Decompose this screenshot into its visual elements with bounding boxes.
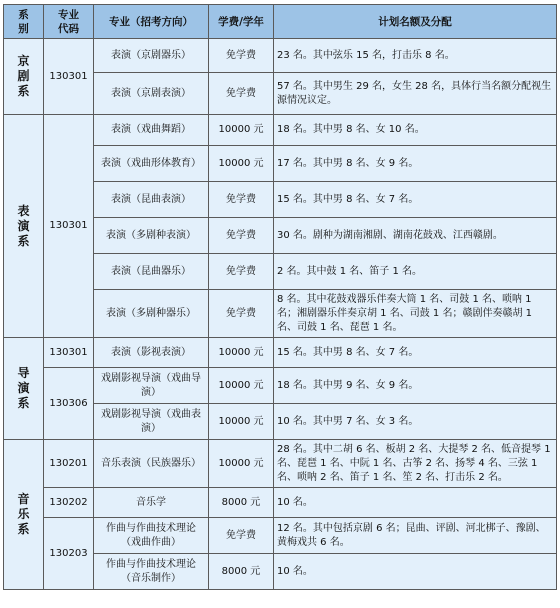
- plan-cell: 10 名。: [274, 554, 557, 590]
- plan-cell: 2 名。其中鼓 1 名、笛子 1 名。: [274, 254, 557, 290]
- table-row: [4, 115, 557, 146]
- header-code: 专业 代码: [44, 5, 94, 39]
- fee-cell: 免学费: [209, 73, 274, 115]
- dept-cell-performance: 表 演 系: [4, 115, 44, 338]
- major-cell: 表演（昆曲器乐）: [94, 254, 209, 290]
- fee-cell: 10000 元: [209, 146, 274, 182]
- major-cell: 表演（京剧表演）: [94, 73, 209, 115]
- major-cell: 表演（昆曲表演）: [94, 182, 209, 218]
- major-cell: 表演（京剧器乐）: [94, 39, 209, 73]
- plan-cell: 10 名。其中男 7 名、女 3 名。: [274, 404, 557, 440]
- table-row: [4, 39, 557, 73]
- major-cell: 戏剧影视导演（戏曲导演）: [94, 368, 209, 404]
- major-cell: 表演（多剧种表演）: [94, 218, 209, 254]
- header-row: [4, 5, 557, 39]
- table-row: [4, 488, 557, 518]
- table-row: [4, 518, 557, 554]
- fee-cell: 10000 元: [209, 338, 274, 368]
- table-row: [4, 440, 557, 488]
- major-cell: 音乐表演（民族器乐）: [94, 440, 209, 488]
- code-cell: 130202: [44, 488, 94, 518]
- fee-cell: 8000 元: [209, 488, 274, 518]
- plan-cell: 28 名。其中二胡 6 名、板胡 2 名、大提琴 2 名、低音提琴 1 名、琵琶 1 名、中阮 1 名、古筝 2 名、扬琴 4 名、三弦 1 名、唢呐 2 名、笛子 1 名、笙 2 名、打击乐 2 名。: [274, 440, 557, 488]
- code-cell: 130306: [44, 368, 94, 440]
- major-cell: 表演（影视表演）: [94, 338, 209, 368]
- dept-cell-directing: 导 演 系: [4, 338, 44, 440]
- table-row: [4, 368, 557, 404]
- header-fee: 学费/学年: [209, 5, 274, 39]
- header-major: 专业（招考方向）: [94, 5, 209, 39]
- fee-cell: 10000 元: [209, 404, 274, 440]
- plan-cell: 15 名。其中男 8 名、女 7 名。: [274, 338, 557, 368]
- fee-cell: 10000 元: [209, 440, 274, 488]
- fee-cell: 免学费: [209, 290, 274, 338]
- header-plan: 计划名额及分配: [274, 5, 557, 39]
- plan-cell: 8 名。其中花鼓戏器乐伴奏大筒 1 名、司鼓 1 名、唢呐 1 名；湘剧器乐伴奏京胡 1 名、司鼓 1 名；赣剧伴奏赣胡 1 名、司鼓 1 名、琵琶 1 名。: [274, 290, 557, 338]
- code-cell: 130201: [44, 440, 94, 488]
- major-cell: 表演（戏曲形体教育）: [94, 146, 209, 182]
- major-cell: 表演（戏曲舞蹈）: [94, 115, 209, 146]
- fee-cell: 免学费: [209, 182, 274, 218]
- major-cell: 戏剧影视导演（戏曲表演）: [94, 404, 209, 440]
- plan-cell: 12 名。其中包括京剧 6 名；昆曲、评剧、河北梆子、豫剧、黄梅戏共 6 名。: [274, 518, 557, 554]
- plan-cell: 30 名。剧种为湖南湘剧、湖南花鼓戏、江西赣剧。: [274, 218, 557, 254]
- code-cell: 130301: [44, 115, 94, 338]
- table-row: [4, 338, 557, 368]
- plan-cell: 10 名。: [274, 488, 557, 518]
- fee-cell: 10000 元: [209, 368, 274, 404]
- major-cell: 音乐学: [94, 488, 209, 518]
- fee-cell: 10000 元: [209, 115, 274, 146]
- enrollment-plan-table: [3, 4, 557, 590]
- fee-cell: 免学费: [209, 518, 274, 554]
- plan-cell: 18 名。其中男 9 名、女 9 名。: [274, 368, 557, 404]
- fee-cell: 免学费: [209, 218, 274, 254]
- major-cell: 表演（多剧种器乐）: [94, 290, 209, 338]
- plan-cell: 18 名。其中男 8 名、女 10 名。: [274, 115, 557, 146]
- code-cell: 130203: [44, 518, 94, 590]
- fee-cell: 免学费: [209, 39, 274, 73]
- major-cell: 作曲与作曲技术理论（戏曲作曲）: [94, 518, 209, 554]
- header-dept: 系 别: [4, 5, 44, 39]
- plan-cell: 17 名。其中男 8 名、女 9 名。: [274, 146, 557, 182]
- plan-cell: 15 名。其中男 8 名、女 7 名。: [274, 182, 557, 218]
- plan-cell: 57 名。其中男生 29 名，女生 28 名，具体行当名额分配视生源情况议定。: [274, 73, 557, 115]
- major-cell: 作曲与作曲技术理论（音乐制作）: [94, 554, 209, 590]
- code-cell: 130301: [44, 39, 94, 115]
- fee-cell: 免学费: [209, 254, 274, 290]
- code-cell: 130301: [44, 338, 94, 368]
- dept-cell-jingju: 京 剧 系: [4, 39, 44, 115]
- plan-cell: 23 名。其中弦乐 15 名，打击乐 8 名。: [274, 39, 557, 73]
- dept-cell-music: 音 乐 系: [4, 440, 44, 590]
- fee-cell: 8000 元: [209, 554, 274, 590]
